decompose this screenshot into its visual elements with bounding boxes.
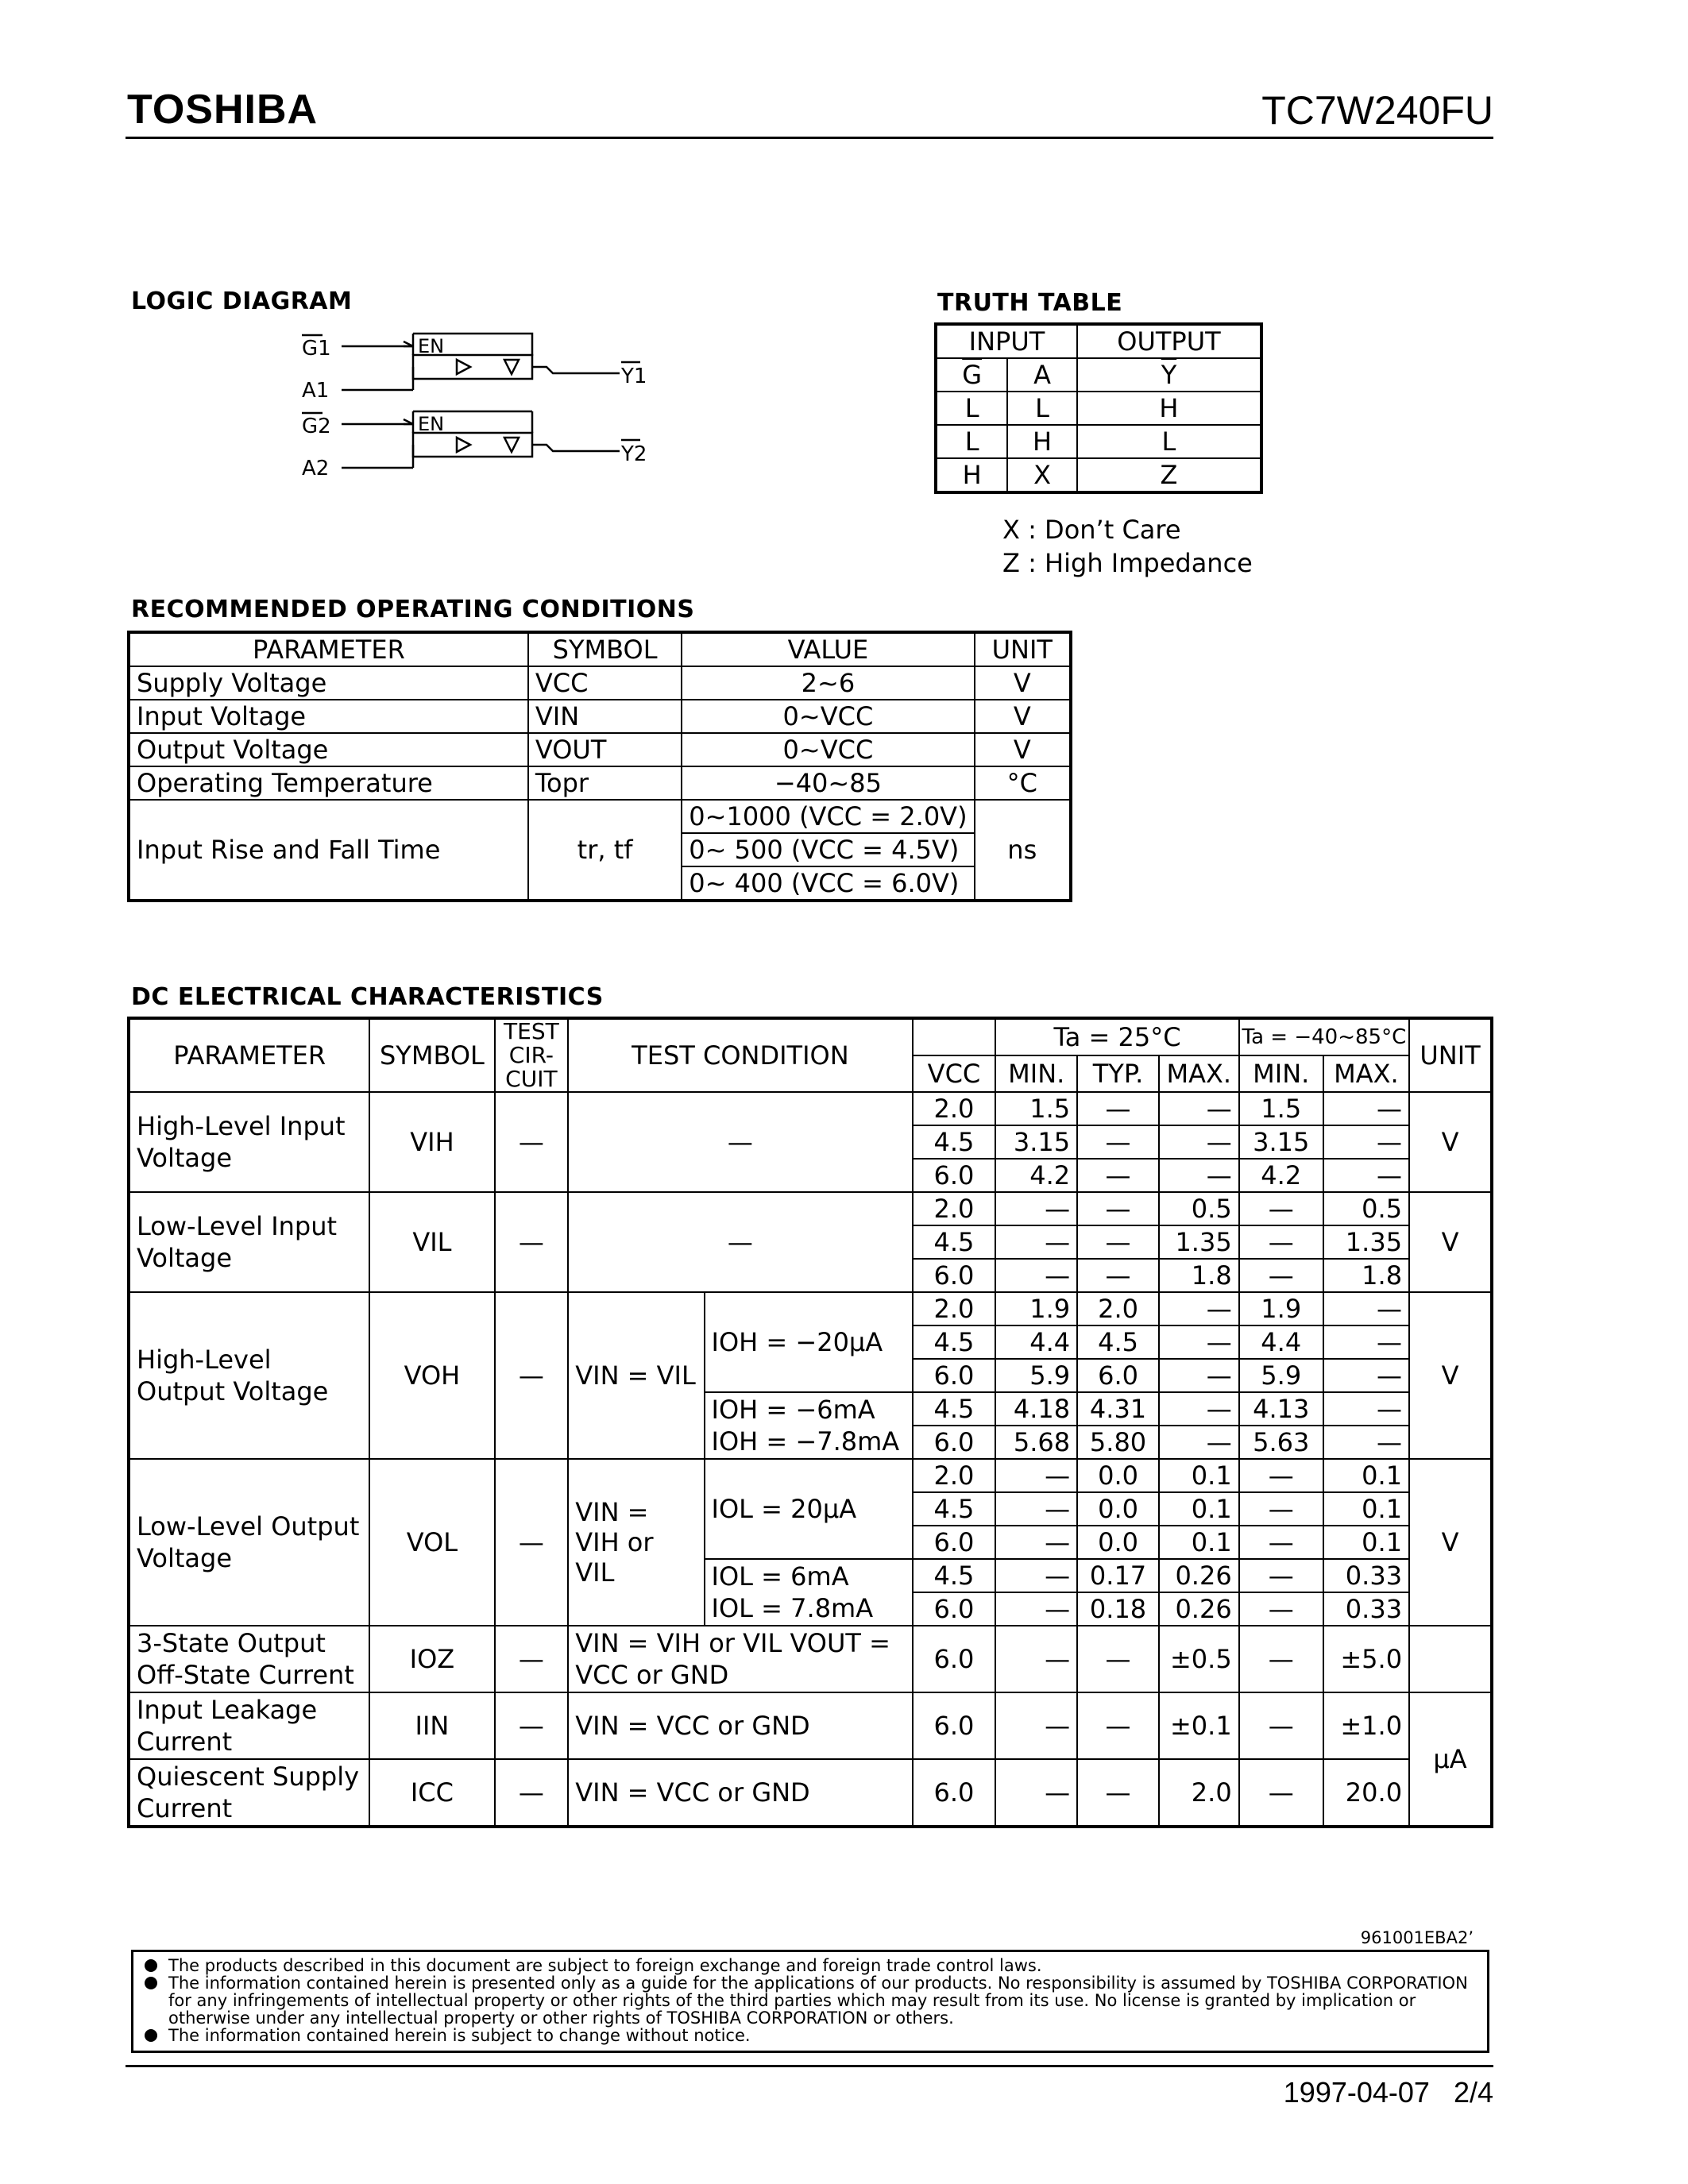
dc-cell: — <box>1323 1325 1409 1359</box>
dc-h-ta25: Ta = 25°C <box>995 1019 1238 1055</box>
dc-cell: 3.15 <box>995 1125 1077 1159</box>
dc-cell: 0.26 <box>1159 1559 1239 1592</box>
rc-h-value: VALUE <box>682 633 974 666</box>
dc-h-test-circuit: TEST CIR- CUIT <box>495 1019 569 1092</box>
dc-cell: 1.9 <box>1239 1292 1323 1325</box>
rc-param: Operating Temperature <box>129 766 528 800</box>
dc-cell: 4.5 <box>913 1225 996 1259</box>
dc-cell: — <box>495 1759 569 1826</box>
dc-cell: — <box>1239 1692 1323 1759</box>
dc-cell: — <box>995 1526 1077 1559</box>
rc-param: Input Rise and Fall Time <box>129 800 528 900</box>
dc-cell: 2.0 <box>1159 1759 1239 1826</box>
dc-cell: Input Leakage Current <box>129 1692 369 1759</box>
dc-cell: — <box>1159 1125 1239 1159</box>
dc-cell: 1.8 <box>1323 1259 1409 1292</box>
dc-cell: 1.5 <box>1239 1092 1323 1125</box>
table-row <box>937 458 1261 492</box>
rc-value: 0~ 500 (VCC = 4.5V) <box>682 833 974 866</box>
dc-cell: — <box>1159 1159 1239 1192</box>
dc-cell: IOL = 20μA <box>705 1459 913 1559</box>
dc-cell: — <box>995 1225 1077 1259</box>
dc-cell: 6.0 <box>1077 1359 1159 1392</box>
dc-cell: 0.33 <box>1323 1592 1409 1626</box>
dc-cell <box>705 1559 913 1626</box>
tt-cell: X <box>1007 458 1077 492</box>
dc-cell: VIL <box>369 1192 494 1292</box>
bullet-icon <box>145 2029 157 2042</box>
dc-cell: — <box>1239 1526 1323 1559</box>
dc-cell: 0.0 <box>1077 1459 1159 1492</box>
dc-cell: — <box>568 1192 912 1292</box>
tt-col-g: $\overline{G}$ <box>937 358 1007 392</box>
rc-symbol: tr, tf <box>528 800 682 900</box>
bullet-icon <box>145 1959 157 1972</box>
rec-conditions-title: RECOMMENDED OPERATING CONDITIONS <box>131 596 695 623</box>
table-row <box>129 800 1070 833</box>
dc-cell: 0.17 <box>1077 1559 1159 1592</box>
dc-cell: 0.1 <box>1323 1526 1409 1559</box>
dc-cell: — <box>1077 1692 1159 1759</box>
rc-value: 0~VCC <box>682 700 974 733</box>
dc-cell: — <box>1323 1426 1409 1459</box>
dc-cell: — <box>1077 1626 1159 1692</box>
dc-cell: 0.33 <box>1323 1559 1409 1592</box>
dc-subcond: IOH = −7.8mA <box>711 1426 900 1457</box>
doc-id: 961001EBA2’ <box>1360 1928 1474 1947</box>
dc-cell: ICC <box>369 1759 494 1826</box>
dc-cell: — <box>495 1292 569 1459</box>
dc-cell: — <box>1077 1092 1159 1125</box>
dc-cell: 0.5 <box>1159 1192 1239 1225</box>
dc-cell: IOH = −20μA <box>705 1292 913 1392</box>
table-row <box>129 1626 1491 1692</box>
table-row <box>129 1459 1491 1492</box>
g1-label: G1 <box>302 337 331 361</box>
dc-cell: — <box>1323 1292 1409 1325</box>
dc-cell: 5.9 <box>995 1359 1077 1392</box>
dc-h-vcc: VCC <box>913 1055 996 1092</box>
dc-cell: ±5.0 <box>1323 1626 1409 1692</box>
dc-cell: High-Level Input Voltage <box>129 1092 369 1192</box>
dc-h-max2: MAX. <box>1323 1055 1409 1092</box>
dc-cell: 4.2 <box>995 1159 1077 1192</box>
dc-cell: — <box>1159 1325 1239 1359</box>
tt-cell: L <box>1007 392 1077 425</box>
table-row <box>129 766 1070 800</box>
tt-col-y: $\overline{Y}$ <box>1077 358 1261 392</box>
dc-cell: — <box>568 1092 912 1192</box>
dc-subcond: IOL = 6mA <box>711 1561 849 1592</box>
truth-table-title: TRUTH TABLE <box>937 289 1123 317</box>
rc-value: −40~85 <box>682 766 974 800</box>
dc-cell: — <box>1239 1559 1323 1592</box>
dc-cell: 0.1 <box>1323 1492 1409 1526</box>
dc-cell: — <box>1077 1192 1159 1225</box>
rc-param: Supply Voltage <box>129 666 528 700</box>
dc-cell: 1.5 <box>995 1092 1077 1125</box>
dc-cell: Quiescent Supply Current <box>129 1759 369 1826</box>
dc-cell: 0.1 <box>1159 1492 1239 1526</box>
dc-cell: 5.63 <box>1239 1426 1323 1459</box>
dc-cell: 0.0 <box>1077 1526 1159 1559</box>
dc-cell: 2.0 <box>913 1292 996 1325</box>
dc-h-unit: UNIT <box>1409 1019 1491 1092</box>
dc-cell: — <box>1323 1392 1409 1426</box>
dc-h-test-condition: TEST CONDITION <box>568 1019 912 1092</box>
tt-cell: H <box>1007 425 1077 458</box>
tt-output-header: OUTPUT <box>1077 325 1261 358</box>
tt-legend-x: X : Don’t Care <box>1002 515 1181 545</box>
dc-cell: IOZ <box>369 1626 494 1692</box>
rc-symbol: Topr <box>528 766 682 800</box>
dc-cell: V <box>1409 1292 1491 1459</box>
dc-cell: 1.35 <box>1159 1225 1239 1259</box>
rc-h-unit: UNIT <box>975 633 1070 666</box>
dc-cell: — <box>1077 1159 1159 1192</box>
dc-cell: 6.0 <box>913 1259 996 1292</box>
dc-cell: — <box>1239 1459 1323 1492</box>
dc-cell: V <box>1409 1192 1491 1292</box>
dc-cell: 5.80 <box>1077 1426 1159 1459</box>
dc-cell: 4.5 <box>1077 1325 1159 1359</box>
dc-subcond: IOH = −6mA <box>711 1395 875 1425</box>
logic-diagram-title: LOGIC DIAGRAM <box>131 287 353 315</box>
rc-unit: V <box>975 700 1070 733</box>
rc-h-symbol: SYMBOL <box>528 633 682 666</box>
dc-cell: VIN = VCC or GND <box>568 1692 912 1759</box>
table-row <box>937 392 1261 425</box>
dc-cell: 1.9 <box>995 1292 1077 1325</box>
brand-logo: TOSHIBA <box>127 87 319 133</box>
dc-cell: 4.13 <box>1239 1392 1323 1426</box>
tt-legend-z: Z : High Impedance <box>1002 548 1253 578</box>
notice-line: The information contained herein is presented only as a guide for the applications of our products. No responsibility is assumed by TOSHIBA CORPORATION for any infringements of intellectual property or other rights of the third parties which may result from its use. No license is granted by implication or otherwise under any intellectual property or other rights of TOSHIBA CORPORATION or others. <box>168 1974 1468 2028</box>
dc-cell: 6.0 <box>913 1426 996 1459</box>
dc-cell: — <box>1323 1359 1409 1392</box>
dc-cell: 4.5 <box>913 1392 996 1426</box>
dc-cell: μA <box>1409 1692 1491 1826</box>
dc-cell: — <box>495 1692 569 1759</box>
dc-cell: — <box>995 1559 1077 1592</box>
rc-h-param: PARAMETER <box>129 633 528 666</box>
tt-cell: H <box>1077 392 1261 425</box>
table-row <box>129 1192 1491 1225</box>
tt-cell: H <box>937 458 1007 492</box>
dc-cell: — <box>1239 1492 1323 1526</box>
dc-cell: — <box>995 1459 1077 1492</box>
rc-unit: ns <box>975 800 1070 900</box>
dc-cell: 4.5 <box>913 1125 996 1159</box>
rc-value: 0~ 400 (VCC = 6.0V) <box>682 866 974 900</box>
dc-table <box>129 1018 1492 1827</box>
rc-value: 0~1000 (VCC = 2.0V) <box>682 800 974 833</box>
dc-cell: 4.5 <box>913 1492 996 1526</box>
dc-cell: 4.31 <box>1077 1392 1159 1426</box>
dc-cell: 6.0 <box>913 1592 996 1626</box>
dc-subcond: IOL = 7.8mA <box>711 1593 874 1623</box>
dc-cell: 4.4 <box>995 1325 1077 1359</box>
dc-h-symbol: SYMBOL <box>369 1019 494 1092</box>
dc-cell: 6.0 <box>913 1359 996 1392</box>
dc-cell: VIN = VIH or VIL <box>568 1459 704 1626</box>
dc-cell: 0.18 <box>1077 1592 1159 1626</box>
en1-label: EN <box>418 335 445 357</box>
rc-unit: V <box>975 666 1070 700</box>
dc-cell: ±0.1 <box>1159 1692 1239 1759</box>
dc-cell: — <box>495 1192 569 1292</box>
dc-cell: 6.0 <box>913 1526 996 1559</box>
dc-cell: 2.0 <box>1077 1292 1159 1325</box>
a2-label: A2 <box>302 457 330 480</box>
dc-cell: 0.1 <box>1159 1526 1239 1559</box>
dc-cell: — <box>1159 1292 1239 1325</box>
dc-cell: — <box>1159 1392 1239 1426</box>
dc-cell: — <box>995 1492 1077 1526</box>
table-row <box>129 700 1070 733</box>
rec-conditions-table <box>129 632 1071 901</box>
tt-col-a: A <box>1007 358 1077 392</box>
dc-cell: — <box>995 1759 1077 1826</box>
dc-cell: — <box>1239 1192 1323 1225</box>
dc-cell: 6.0 <box>913 1159 996 1192</box>
dc-cell: — <box>995 1259 1077 1292</box>
bullet-icon <box>145 1977 157 1989</box>
dc-cell: IIN <box>369 1692 494 1759</box>
table-row <box>129 1092 1491 1125</box>
dc-cell: VIN = VIL <box>568 1292 704 1459</box>
rc-param: Output Voltage <box>129 733 528 766</box>
page-number: 2/4 <box>1453 2076 1493 2109</box>
rc-unit: V <box>975 733 1070 766</box>
dc-cell: 0.0 <box>1077 1492 1159 1526</box>
dc-cell: 6.0 <box>913 1759 996 1826</box>
table-row <box>129 1759 1491 1826</box>
dc-cell: 3.15 <box>1239 1125 1323 1159</box>
dc-cell: 5.68 <box>995 1426 1077 1459</box>
dc-cell: — <box>1239 1592 1323 1626</box>
dc-cell: ±0.5 <box>1159 1626 1239 1692</box>
dc-cell: — <box>1159 1426 1239 1459</box>
dc-cell: — <box>995 1692 1077 1759</box>
dc-cell: — <box>1239 1626 1323 1692</box>
dc-cell: — <box>995 1592 1077 1626</box>
dc-cell: 4.18 <box>995 1392 1077 1426</box>
dc-cell: 0.1 <box>1323 1459 1409 1492</box>
dc-cell: VIN = VIH or VIL VOUT = VCC or GND <box>568 1626 912 1692</box>
dc-cell: V <box>1409 1092 1491 1192</box>
table-row <box>129 666 1070 700</box>
dc-h-tarange: Ta = −40~85°C <box>1239 1019 1409 1055</box>
rc-symbol: VCC <box>528 666 682 700</box>
dc-cell: 4.5 <box>913 1559 996 1592</box>
dc-h-typ: TYP. <box>1077 1055 1159 1092</box>
tt-input-header: INPUT <box>937 325 1077 358</box>
dc-cell: — <box>995 1192 1077 1225</box>
dc-cell: 2.0 <box>913 1192 996 1225</box>
dc-cell: 0.5 <box>1323 1192 1409 1225</box>
table-row <box>129 733 1070 766</box>
dc-h-param: PARAMETER <box>129 1019 369 1092</box>
dc-cell: 2.0 <box>913 1092 996 1125</box>
rc-value: 0~VCC <box>682 733 974 766</box>
footer-date: 1997-04-07 <box>1283 2076 1430 2109</box>
dc-cell: 6.0 <box>913 1626 996 1692</box>
dc-title: DC ELECTRICAL CHARACTERISTICS <box>131 983 604 1011</box>
dc-cell: — <box>1159 1359 1239 1392</box>
dc-cell: V <box>1409 1459 1491 1626</box>
footer-rule <box>126 2065 1493 2067</box>
dc-cell: — <box>1239 1225 1323 1259</box>
dc-cell: VOH <box>369 1292 494 1459</box>
dc-cell: 1.8 <box>1159 1259 1239 1292</box>
dc-cell: 4.5 <box>913 1325 996 1359</box>
part-number: TC7W240FU <box>1261 88 1493 133</box>
tt-cell: L <box>1077 425 1261 458</box>
dc-cell: High-Level Output Voltage <box>129 1292 369 1459</box>
dc-cell: — <box>495 1626 569 1692</box>
dc-cell: Low-Level Output Voltage <box>129 1459 369 1626</box>
table-row <box>129 1692 1491 1759</box>
dc-cell: 4.4 <box>1239 1325 1323 1359</box>
dc-cell: Low-Level Input Voltage <box>129 1192 369 1292</box>
dc-h-min: MIN. <box>995 1055 1077 1092</box>
en2-label: EN <box>418 413 445 435</box>
dc-cell: — <box>1323 1125 1409 1159</box>
dc-cell <box>1409 1626 1491 1692</box>
dc-h-min2: MIN. <box>1239 1055 1323 1092</box>
dc-cell: — <box>1077 1225 1159 1259</box>
dc-cell: — <box>1077 1125 1159 1159</box>
dc-cell: 0.26 <box>1159 1592 1239 1626</box>
tt-cell: L <box>937 425 1007 458</box>
dc-cell: 3-State Output Off-State Current <box>129 1626 369 1692</box>
logic-diagram <box>294 318 659 500</box>
dc-cell: 0.1 <box>1159 1459 1239 1492</box>
tt-cell: L <box>937 392 1007 425</box>
dc-cell: — <box>1323 1159 1409 1192</box>
dc-cell: VIN = VCC or GND <box>568 1759 912 1826</box>
dc-cell: 20.0 <box>1323 1759 1409 1826</box>
rc-unit: °C <box>975 766 1070 800</box>
y1-label: Y1 <box>621 365 647 388</box>
dc-cell <box>705 1392 913 1459</box>
legal-notice <box>131 1950 1489 2053</box>
truth-table <box>936 324 1261 492</box>
dc-cell: — <box>1239 1259 1323 1292</box>
dc-cell: — <box>495 1459 569 1626</box>
dc-cell: — <box>995 1626 1077 1692</box>
dc-cell: — <box>1323 1092 1409 1125</box>
dc-cell: — <box>1077 1759 1159 1826</box>
table-row <box>129 1292 1491 1325</box>
dc-cell: 1.35 <box>1323 1225 1409 1259</box>
dc-cell: VOL <box>369 1459 494 1626</box>
dc-cell: 2.0 <box>913 1459 996 1492</box>
dc-cell: 5.9 <box>1239 1359 1323 1392</box>
dc-h-max: MAX. <box>1159 1055 1239 1092</box>
header-rule <box>126 137 1493 139</box>
notice-line: The information contained herein is subject to change without notice. <box>168 2026 751 2045</box>
dc-cell: — <box>495 1092 569 1192</box>
table-row <box>937 425 1261 458</box>
dc-cell: — <box>1159 1092 1239 1125</box>
notice-line: The products described in this document are subject to foreign exchange and foreign trade control laws. <box>168 1956 1042 1975</box>
dc-cell: — <box>1239 1759 1323 1826</box>
g2-label: G2 <box>302 415 331 438</box>
dc-cell: 6.0 <box>913 1692 996 1759</box>
rc-symbol: VIN <box>528 700 682 733</box>
dc-cell: VIH <box>369 1092 494 1192</box>
a1-label: A1 <box>302 379 330 403</box>
rc-param: Input Voltage <box>129 700 528 733</box>
dc-cell: — <box>1077 1259 1159 1292</box>
rc-value: 2~6 <box>682 666 974 700</box>
rc-symbol: VOUT <box>528 733 682 766</box>
dc-cell: ±1.0 <box>1323 1692 1409 1759</box>
y2-label: Y2 <box>621 442 647 466</box>
tt-cell: Z <box>1077 458 1261 492</box>
footer <box>1284 2076 1493 2109</box>
dc-cell: 4.2 <box>1239 1159 1323 1192</box>
